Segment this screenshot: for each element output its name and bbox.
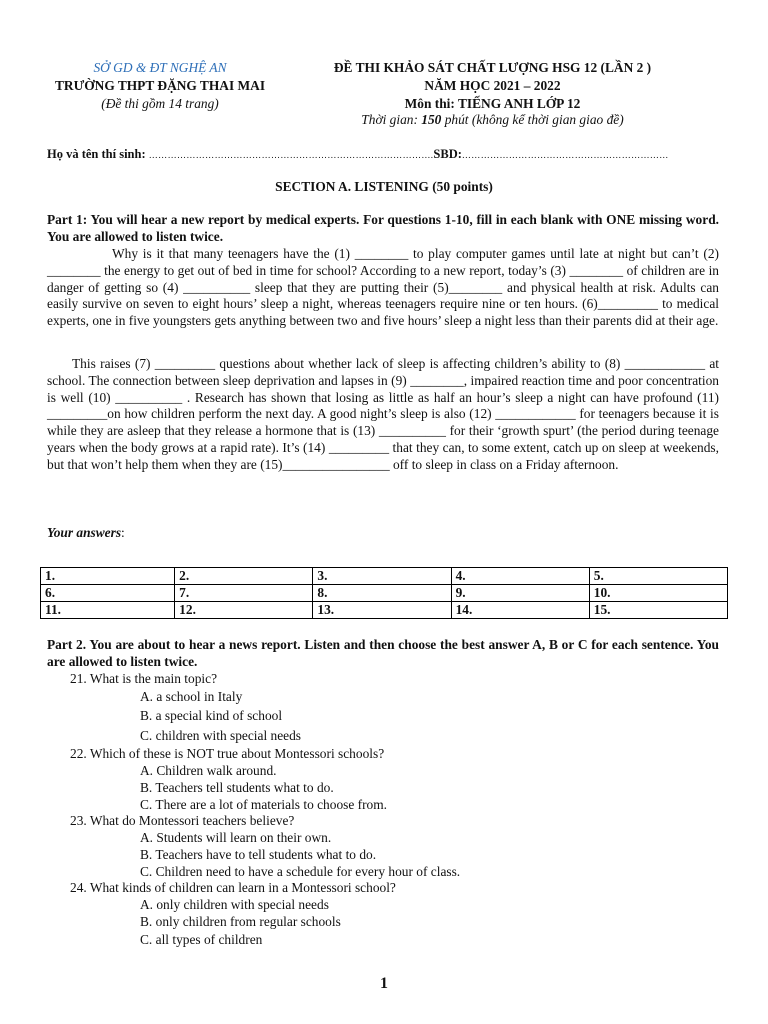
subject: Môn thi: TIẾNG ANH LỚP 12 [404,96,581,111]
answer-cell[interactable]: 13. [313,602,451,619]
question-stem: 21. What is the main topic? [70,671,218,686]
answer-cell[interactable]: 7. [175,585,313,602]
time-minutes: 150 [421,112,442,127]
answer-cell[interactable]: 8. [313,585,451,602]
answer-cell[interactable]: 15. [589,602,727,619]
sbd-dots: ………………………………………………………… [461,150,669,160]
candidate-name-dots: ………………………………………………………………………………. [148,150,434,160]
question-option[interactable]: C. There are a lot of materials to choose from. [140,797,388,812]
answer-cell[interactable]: 9. [451,585,589,602]
answer-cell[interactable]: 3. [313,568,451,585]
answer-cell[interactable]: 12. [175,602,313,619]
section-title: SECTION A. LISTENING (50 points) [275,179,493,194]
pages-note: (Đề thi gồm 14 trang) [101,96,219,111]
answer-row [41,602,728,619]
sbd-label: SBD: [433,147,462,161]
question-stem: 24. What kinds of children can learn in a Montessori school? [70,880,396,895]
school-year: NĂM HỌC 2021 – 2022 [424,78,561,93]
answer-cell[interactable]: 4. [451,568,589,585]
passage-paragraph-1: Why is it that many teenagers have the (1) ________ to play computer games until late at night but can’t (2) ________ the energy to get out of bed in time for school? According to a new report, today’s (3) ________ of children are in danger of getting so (4) __________ sleep that they are putting their (5)________ and physical health at risk. Adults can easily survive on seven to eight hours’ sleep a night, whereas teenagers require nine or ten hours. (6)_________ to medical experts, one in five youngsters gets anything between two and five hours’ sleep a night less than their parents did at their age. [47,246,719,329]
candidate-name-label: Họ và tên thí sinh: [47,147,149,161]
answer-cell[interactable]: 6. [41,585,175,602]
department-name: SỞ GD & ĐT NGHỆ AN [93,60,227,75]
answer-cell[interactable]: 11. [41,602,175,619]
answers-label: Your answers: [47,525,125,540]
question-option[interactable]: B. Teachers tell students what to do. [140,780,334,795]
passage-paragraph-2: This raises (7) _________ questions about whether lack of sleep is affecting children’s ability to (8) ____________ at school. The connection between sleep deprivation and lapses in (9) ________, impaired reaction time and poor concentration is well (10) __________ . Research has shown that losing as little as half an hour’s sleep a night can have profound (11) _________on how children perform the next day. A good night’s sleep is also (12) ____________ for teenagers because it is while they are asleep that they release a hormone that is (13) __________ for their ‘growth spurt’ (the period during teenage years when the body grows at a rapid rate). It’s (14) _________ that they can, to some extent, catch up on sleep at weekends, but that won’t help them when they are (15)________________ off to sleep in class on a Friday afternoon. [47,356,719,472]
answer-cell[interactable]: 14. [451,602,589,619]
part1-instruction: Part 1: You will hear a new report by medical experts. For questions 1-10, fill in each blank with ONE missing word. You are allowed to listen twice. [47,212,719,244]
time-allowed: Thời gian: 150 phút (không kể thời gian giao đề) [361,112,624,127]
question-option[interactable]: C. Children need to have a schedule for every hour of class. [140,864,461,879]
question-option[interactable]: B. a special kind of school [140,708,283,723]
question-option[interactable]: C. children with special needs [140,728,302,743]
question-option[interactable]: B. only children from regular schools [140,914,341,929]
candidate-info-line [47,147,669,162]
question-option[interactable]: A. only children with special needs [140,897,329,912]
answer-row [41,568,728,585]
question-option[interactable]: A. Students will learn on their own. [140,830,332,845]
school-name: TRƯỜNG THPT ĐẶNG THAI MAI [54,78,266,93]
question-stem: 23. What do Montessori teachers believe? [70,813,295,828]
part2-instruction: Part 2. You are about to hear a news report. Listen and then choose the best answer A, B or C for each sentence. You are allowed to listen twice. [47,637,719,669]
question-option[interactable]: C. all types of children [140,932,263,947]
page-number: 1 [380,975,388,992]
question-option[interactable]: B. Teachers have to tell students what to do. [140,847,377,862]
exam-title: ĐỀ THI KHẢO SÁT CHẤT LƯỢNG HSG 12 (LẦN 2 ) [333,60,652,75]
question-option[interactable]: A. Children walk around. [140,763,277,778]
answer-cell[interactable]: 5. [589,568,727,585]
answer-grid [40,567,728,619]
question-stem: 22. Which of these is NOT true about Montessori schools? [70,746,385,761]
question-option[interactable]: A. a school in Italy [140,689,243,704]
answer-cell[interactable]: 1. [41,568,175,585]
answer-row [41,585,728,602]
answer-cell[interactable]: 2. [175,568,313,585]
answer-cell[interactable]: 10. [589,585,727,602]
